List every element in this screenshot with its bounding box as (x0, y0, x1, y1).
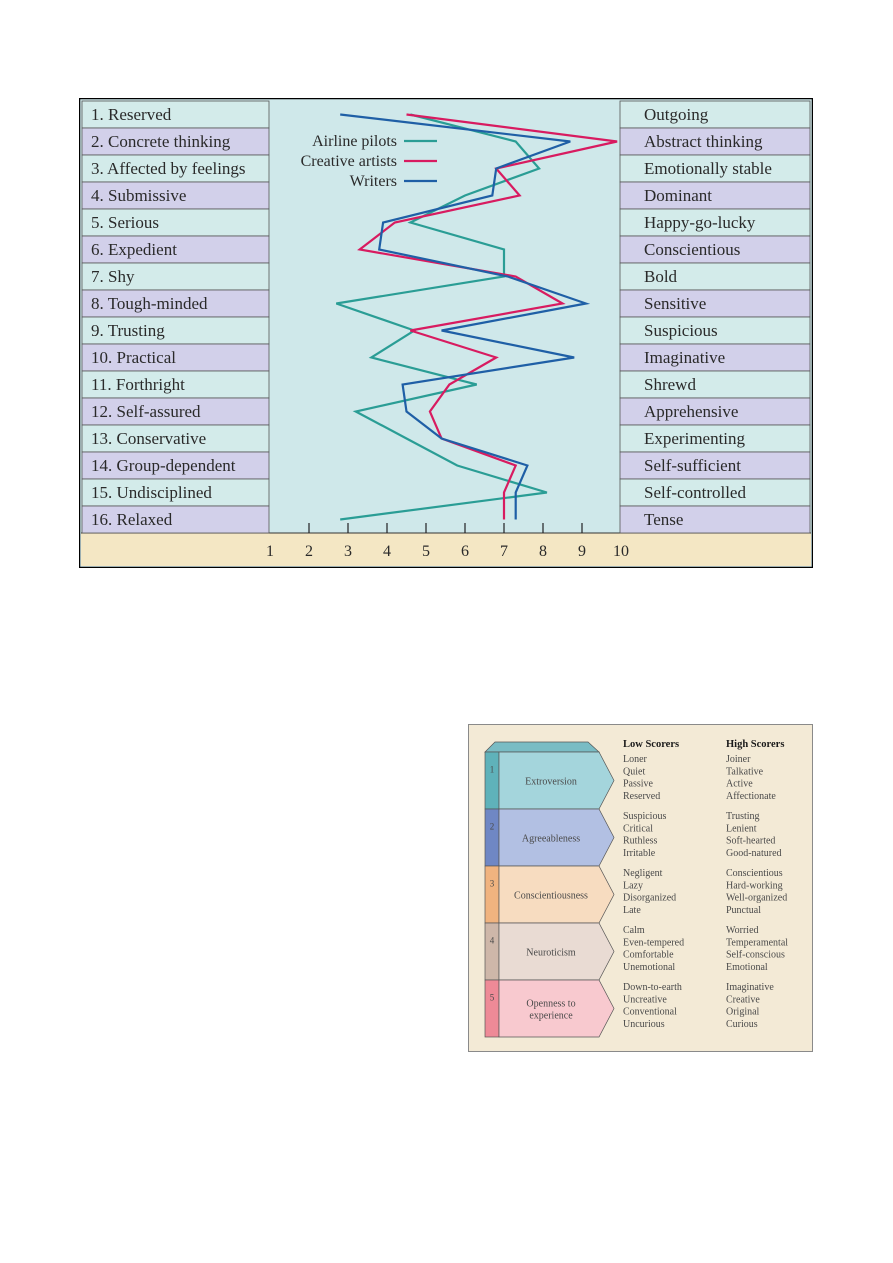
low-scorer-word: Uncurious (623, 1018, 665, 1030)
trait-number: 5 (489, 992, 495, 1003)
left-trait-label: 5. Serious (91, 213, 159, 232)
left-trait-label: 9. Trusting (91, 321, 165, 340)
high-scorer-word: Temperamental (726, 937, 789, 949)
legend-label: Creative artists (300, 153, 397, 170)
trait-number-strip (485, 866, 499, 923)
left-trait-label: 16. Relaxed (91, 510, 173, 529)
trait-number: 1 (489, 764, 495, 775)
left-trait-label: 2. Concrete thinking (91, 132, 231, 151)
left-trait-label: 3. Affected by feelings (91, 159, 246, 178)
low-scorer-word: Lazy (623, 880, 643, 892)
x-tick-label: 4 (383, 543, 391, 560)
x-tick-label: 5 (422, 543, 430, 560)
low-scorer-word: Ruthless (623, 835, 658, 847)
trait-number-strip (485, 923, 499, 980)
x-tick-label: 3 (344, 543, 352, 560)
high-scorers-header: High Scorers (726, 739, 785, 750)
x-tick-label: 10 (613, 543, 629, 560)
low-scorer-word: Late (623, 904, 641, 916)
trait-number: 2 (489, 821, 495, 832)
left-trait-label: 14. Group-dependent (91, 456, 236, 475)
trait-number: 3 (489, 878, 495, 889)
left-trait-label: 6. Expedient (91, 240, 177, 259)
x-tick-label: 6 (461, 543, 469, 560)
left-trait-label: 11. Forthright (91, 375, 185, 394)
legend-label: Airline pilots (312, 133, 397, 150)
high-scorer-word: Curious (726, 1018, 758, 1030)
low-scorer-word: Suspicious (623, 811, 667, 822)
trait-top-face (485, 742, 599, 752)
right-trait-label: Dominant (644, 186, 712, 205)
high-scorer-word: Creative (726, 994, 760, 1006)
x-tick-label: 7 (500, 543, 508, 560)
low-scorer-word: Unemotional (623, 961, 676, 973)
personality-profile-chart (79, 98, 813, 568)
low-scorer-word: Reserved (623, 790, 661, 802)
high-scorer-word: Joiner (726, 754, 751, 765)
right-trait-label: Experimenting (644, 429, 746, 448)
high-scorer-word: Well-organized (726, 892, 788, 904)
axis-band (81, 533, 811, 566)
left-trait-label: 15. Undisciplined (91, 483, 212, 502)
high-scorer-word: Affectionate (726, 790, 776, 802)
high-scorer-word: Worried (726, 925, 759, 936)
left-trait-label: 10. Practical (91, 348, 176, 367)
left-trait-label: 12. Self-assured (91, 402, 201, 421)
low-scorers-header: Low Scorers (623, 739, 680, 750)
trait-number-strip (485, 752, 499, 809)
low-scorer-word: Uncreative (623, 994, 667, 1006)
trait-name: Extroversion (525, 776, 577, 788)
high-scorer-word: Hard-working (726, 880, 783, 892)
big-five-traits-figure (468, 724, 813, 1052)
high-scorer-word: Trusting (726, 811, 760, 822)
trait-name: Openness to (526, 998, 576, 1010)
legend-label: Writers (349, 173, 397, 190)
trait-name: Conscientiousness (514, 890, 588, 902)
left-trait-label: 13. Conservative (91, 429, 207, 448)
low-scorer-word: Down-to-earth (623, 982, 682, 993)
low-scorer-word: Quiet (623, 766, 646, 778)
right-trait-label: Happy-go-lucky (644, 213, 756, 232)
right-trait-label: Abstract thinking (644, 132, 763, 151)
low-scorer-word: Calm (623, 925, 645, 936)
low-scorer-word: Loner (623, 754, 647, 765)
x-tick-label: 9 (578, 543, 586, 560)
right-trait-label: Tense (644, 510, 684, 529)
high-scorer-word: Punctual (726, 904, 761, 916)
low-scorer-word: Irritable (623, 847, 656, 859)
low-scorer-word: Negligent (623, 868, 663, 879)
x-tick-label: 1 (266, 543, 274, 560)
left-trait-label: 4. Submissive (91, 186, 187, 205)
high-scorer-word: Imaginative (726, 982, 774, 993)
right-trait-label: Outgoing (644, 105, 709, 124)
right-trait-label: Imaginative (644, 348, 726, 367)
high-scorer-word: Soft-hearted (726, 835, 776, 847)
high-scorer-word: Talkative (726, 766, 764, 778)
left-trait-label: 8. Tough-minded (91, 294, 208, 313)
x-tick-label: 8 (539, 543, 547, 560)
trait-name: experience (529, 1010, 573, 1022)
high-scorer-word: Emotional (726, 961, 768, 973)
right-trait-label: Suspicious (644, 321, 718, 340)
right-trait-label: Apprehensive (644, 402, 739, 421)
left-trait-label: 1. Reserved (91, 105, 172, 124)
trait-number: 4 (489, 935, 495, 946)
right-trait-label: Emotionally stable (644, 159, 772, 178)
low-scorer-word: Disorganized (623, 892, 677, 904)
x-tick-label: 2 (305, 543, 313, 560)
low-scorer-word: Comfortable (623, 949, 674, 961)
high-scorer-word: Lenient (726, 823, 757, 835)
low-scorer-word: Conventional (623, 1006, 677, 1018)
high-scorer-word: Conscientious (726, 868, 783, 879)
low-scorer-word: Even-tempered (623, 937, 685, 949)
right-trait-label: Self-controlled (644, 483, 746, 502)
high-scorer-word: Original (726, 1006, 760, 1018)
high-scorer-word: Active (726, 778, 753, 790)
high-scorer-word: Good-natured (726, 847, 782, 859)
right-trait-label: Conscientious (644, 240, 741, 259)
trait-number-strip (485, 809, 499, 866)
trait-number-strip (485, 980, 499, 1037)
trait-name: Agreeableness (521, 833, 581, 845)
left-trait-label: 7. Shy (91, 267, 135, 286)
low-scorer-word: Passive (623, 778, 653, 790)
low-scorer-word: Critical (623, 823, 653, 835)
right-trait-label: Bold (644, 267, 678, 286)
high-scorer-word: Self-conscious (726, 949, 785, 961)
trait-name: Neuroticism (526, 947, 576, 959)
right-trait-label: Sensitive (644, 294, 707, 313)
right-trait-label: Shrewd (644, 375, 696, 394)
right-trait-label: Self-sufficient (644, 456, 741, 475)
